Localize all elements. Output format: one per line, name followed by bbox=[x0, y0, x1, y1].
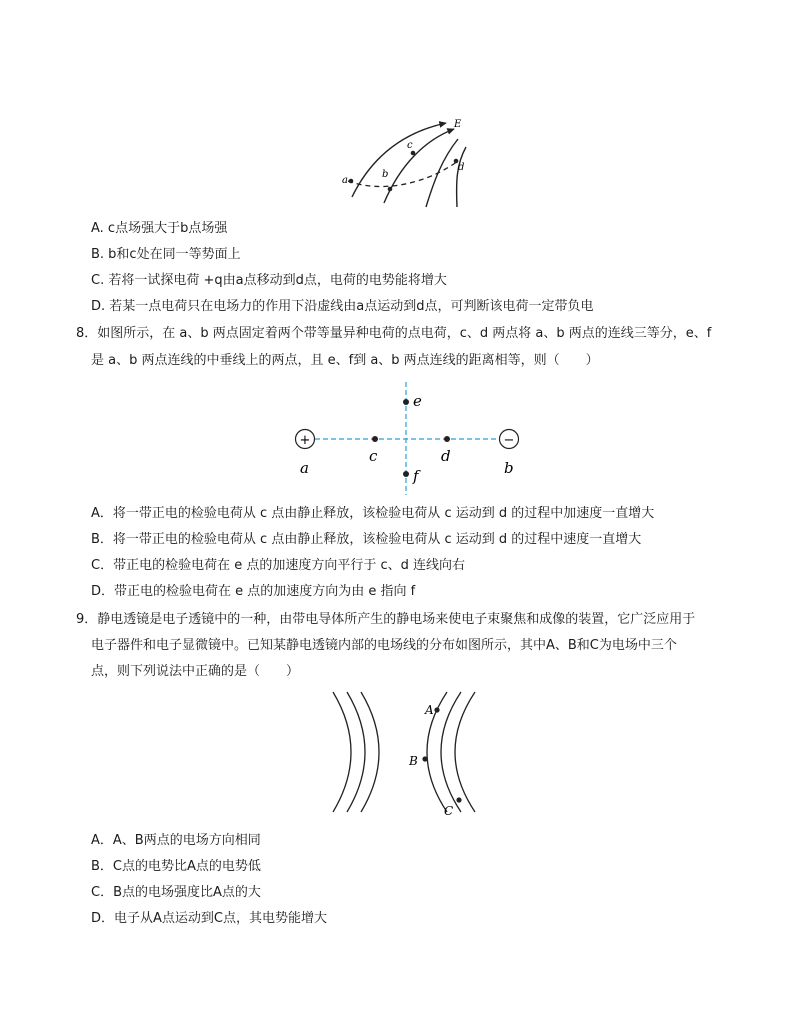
point-e bbox=[403, 399, 409, 405]
q8-option-c: C．带正电的检验电荷在 e 点的加速度方向平行于 c、d 连线向右 bbox=[91, 558, 466, 573]
field-line bbox=[384, 129, 454, 203]
q9-option-d: D．电子从A点运动到C点，其电势能增大 bbox=[91, 911, 327, 926]
label-a: a bbox=[342, 175, 348, 186]
label-E: E bbox=[454, 119, 462, 130]
q9-option-c: C．B点的电场强度比A点的大 bbox=[91, 885, 261, 900]
label-b: b bbox=[382, 169, 389, 180]
q9-option-b: B．C点的电势比A点的电势低 bbox=[91, 859, 261, 874]
field-line-right-2 bbox=[441, 692, 461, 812]
label-e: e bbox=[413, 392, 422, 410]
field-line-right-3 bbox=[455, 692, 475, 812]
point-A bbox=[434, 707, 439, 712]
point-B bbox=[422, 756, 427, 761]
point-C bbox=[456, 797, 461, 802]
point-d bbox=[444, 436, 450, 442]
label-A: A bbox=[425, 703, 434, 717]
electrostatic-lens-figure-q9 bbox=[325, 688, 485, 818]
q7-option-d: D. 若某一点电荷只在电场力的作用下沿虚线由a点运动到d点，可判断该电荷一定带负电 bbox=[91, 299, 594, 314]
field-lines-figure-q7 bbox=[330, 115, 480, 215]
point-f bbox=[403, 471, 409, 477]
q9-stem-line-1: 9．静电透镜是电子透镜中的一种，由带电导体所产生的静电场来使电子束聚焦和成像的装置，它广泛应用于 bbox=[76, 612, 696, 627]
q7-option-b: B. b和c处在同一等势面上 bbox=[91, 247, 241, 262]
q7-option-c: C. 若将一试探电荷 +q由a点移动到d点，电荷的电势能将增大 bbox=[91, 273, 447, 288]
field-line-left-3 bbox=[361, 692, 379, 812]
label-f: f bbox=[413, 467, 419, 485]
q8-stem-line-1: 8．如图所示，在 a、b 两点固定着两个带等量异种电荷的点电荷，c、d 两点将 a、b 两点的连线三等分，e、f bbox=[76, 326, 712, 341]
label-c: c bbox=[407, 140, 413, 151]
label-C: C bbox=[444, 804, 454, 818]
q8-option-d: D．带正电的检验电荷在 e 点的加速度方向为由 e 指向 f bbox=[91, 584, 416, 599]
charges-figure-q8 bbox=[285, 378, 525, 498]
field-line bbox=[457, 147, 466, 207]
point-a bbox=[349, 179, 354, 184]
q7-option-a: A. c点场强大于b点场强 bbox=[91, 221, 228, 236]
field-line-left-1 bbox=[333, 692, 351, 812]
q9-stem-line-3: 点，则下列说法中正确的是（ ） bbox=[91, 664, 300, 679]
point-b bbox=[388, 187, 393, 192]
q9-stem-line-2: 电子器件和电子显微镜中。已知某静电透镜内部的电场线的分布如图所示，其中A、B和C为电场中三个 bbox=[91, 638, 677, 653]
plus-sign: + bbox=[299, 433, 311, 448]
q8-option-a: A．将一带正电的检验电荷从 c 点由静止释放，该检验电荷从 c 运动到 d 的过程中加速度一直增大 bbox=[91, 506, 655, 521]
point-c bbox=[372, 436, 378, 442]
q8-stem-line-2: 是 a、b 两点连线的中垂线上的两点，且 e、f到 a、b 两点连线的距离相等，则（ ） bbox=[91, 353, 599, 368]
label-b: b bbox=[504, 459, 514, 477]
q8-option-b: B．将一带正电的检验电荷从 c 点由静止释放，该检验电荷从 c 运动到 d 的过程中速度一直增大 bbox=[91, 532, 642, 547]
field-line-left-2 bbox=[347, 692, 365, 812]
minus-sign: − bbox=[503, 433, 515, 448]
label-c: c bbox=[369, 447, 378, 465]
field-line bbox=[426, 139, 458, 207]
point-c bbox=[411, 151, 416, 156]
label-d: d bbox=[458, 162, 465, 173]
label-d: d bbox=[441, 447, 451, 465]
q9-option-a: A．A、B两点的电场方向相同 bbox=[91, 833, 261, 848]
label-a: a bbox=[300, 459, 309, 477]
label-B: B bbox=[409, 754, 418, 768]
